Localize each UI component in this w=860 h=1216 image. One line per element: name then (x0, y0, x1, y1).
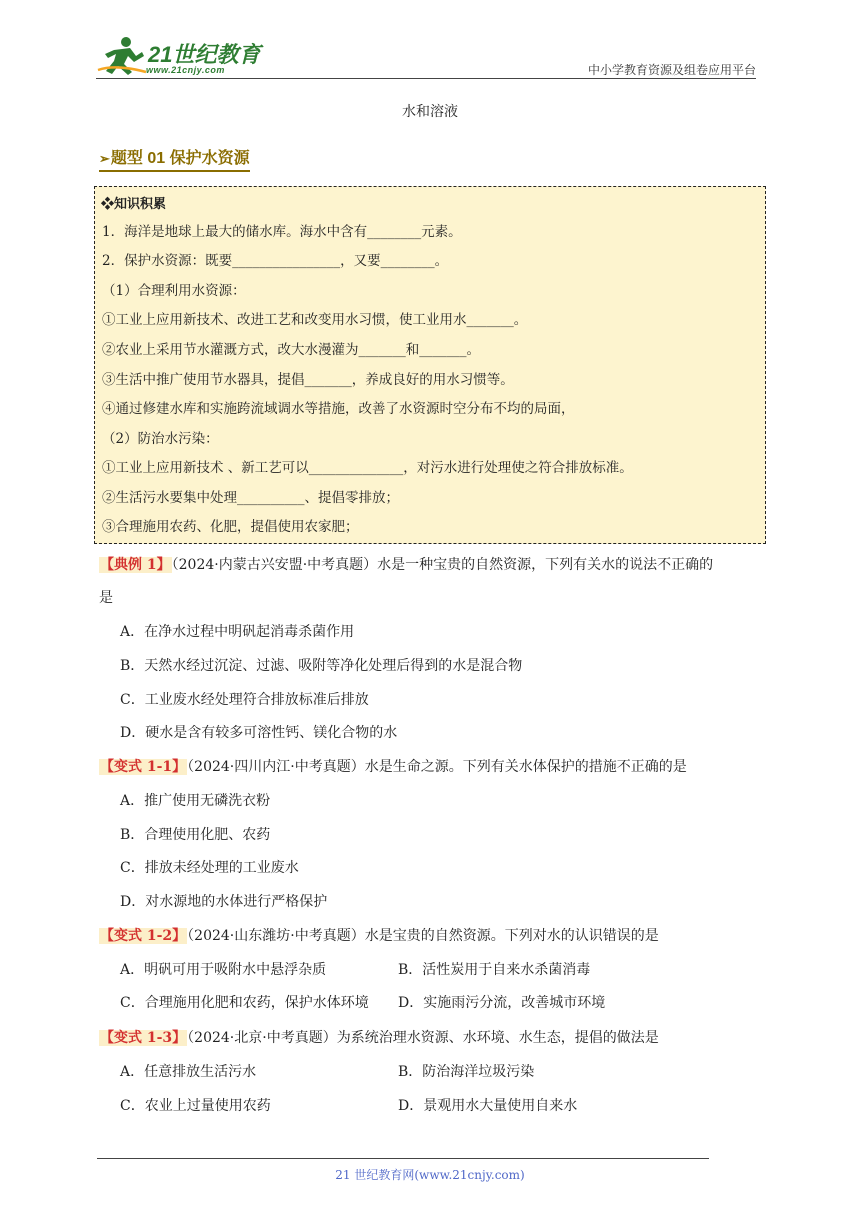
section-heading-text: 题型 01 保护水资源 (110, 150, 250, 167)
option-c: C．排放未经处理的工业废水 (120, 860, 299, 876)
header-divider (96, 78, 756, 79)
platform-name: 中小学教育资源及组卷应用平台 (587, 63, 756, 77)
knowledge-line: ③生活中推广使用节水器具，提倡_______，养成良好的用水习惯等。 (102, 372, 514, 388)
question-stem (99, 554, 713, 574)
question-tag: 【变式 1-3】 (100, 1030, 187, 1046)
knowledge-line: （2）防治水污染： (102, 431, 219, 447)
arrow-bullet-icon: ➢ (99, 151, 110, 166)
option-d: D．对水源地的水体进行严格保护 (120, 894, 328, 910)
option-a: A．明矾可用于吸附水中悬浮杂质 (120, 962, 327, 978)
knowledge-line: ①工业上应用新技术、改进工艺和改变用水习惯，使工业用水_______。 (102, 312, 528, 328)
question-text: （2024·北京·中考真题）为系统治理水资源、水环境、水生态，提倡的做法是 (187, 1030, 659, 1046)
knowledge-line: 2．保护水资源：既要________________，又要________。 (102, 253, 449, 269)
knowledge-box-title: ❖知识积累 (101, 197, 167, 212)
question-stem (99, 925, 659, 945)
option-c: C．农业上过量使用农药 (120, 1098, 271, 1114)
question-text-continued: 是 (99, 590, 113, 606)
option-b: B．天然水经过沉淀、过滤、吸附等净化处理后得到的水是混合物 (120, 658, 523, 674)
knowledge-line: ①工业上应用新技术 、新工艺可以______________，对污水进行处理使之符合排放标准。 (102, 460, 633, 476)
question-text: （2024·内蒙古兴安盟·中考真题）水是一种宝贵的自然资源，下列有关水的说法不正确的 (171, 557, 714, 573)
site-logo[interactable] (96, 34, 266, 78)
option-a: A．推广使用无磷洗衣粉 (120, 793, 271, 809)
knowledge-line: ③合理施用农药、化肥，提倡使用农家肥； (102, 519, 359, 535)
runner-logo-icon (96, 34, 150, 78)
option-b: B．防治海洋垃圾污染 (398, 1064, 535, 1080)
knowledge-line: ②农业上采用节水灌溉方式，改大水漫灌为_______和_______。 (102, 342, 480, 358)
footer-divider (97, 1158, 709, 1159)
option-c: C．合理施用化肥和农药，保护水体环境 (120, 995, 369, 1011)
option-d: D．景观用水大量使用自来水 (398, 1098, 578, 1114)
option-c: C．工业废水经处理符合排放标准后排放 (120, 692, 369, 708)
section-heading (99, 149, 250, 172)
question-text: （2024·四川内江·中考真题）水是生命之源。下列有关水体保护的措施不正确的是 (187, 759, 687, 775)
question-tag: 【典例 1】 (100, 557, 171, 573)
option-b: B．合理使用化肥、农药 (120, 827, 271, 843)
document-title: 水和溶液 (402, 104, 458, 120)
question-stem (99, 1027, 659, 1047)
question-stem (99, 756, 687, 776)
logo-url: www.21cnjy.com (146, 65, 225, 75)
knowledge-line: ④通过修建水库和实施跨流域调水等措施，改善了水资源时空分布不均的局面， (102, 401, 575, 417)
footer-link[interactable]: 21 世纪教育网(www.21cnjy.com) (335, 1168, 525, 1182)
knowledge-line: ②生活污水要集中处理__________、提倡零排放； (102, 490, 399, 506)
question-text: （2024·山东潍坊·中考真题）水是宝贵的自然资源。下列对水的认识错误的是 (187, 928, 659, 944)
option-d: D．实施雨污分流，改善城市环境 (398, 995, 606, 1011)
question-tag: 【变式 1-2】 (100, 928, 187, 944)
question-tag: 【变式 1-1】 (100, 759, 187, 775)
page-header (96, 34, 756, 80)
option-b: B．活性炭用于自来水杀菌消毒 (398, 962, 591, 978)
knowledge-line: （1）合理利用水资源： (102, 283, 246, 299)
logo-text: 21世纪教育 (148, 42, 261, 67)
option-a: A．任意排放生活污水 (120, 1064, 257, 1080)
option-a: A．在净水过程中明矾起消毒杀菌作用 (120, 624, 355, 640)
option-d: D．硬水是含有较多可溶性钙、镁化合物的水 (120, 725, 398, 741)
knowledge-line: 1．海洋是地球上最大的储水库。海水中含有________元素。 (102, 224, 462, 240)
knowledge-box (94, 186, 766, 544)
